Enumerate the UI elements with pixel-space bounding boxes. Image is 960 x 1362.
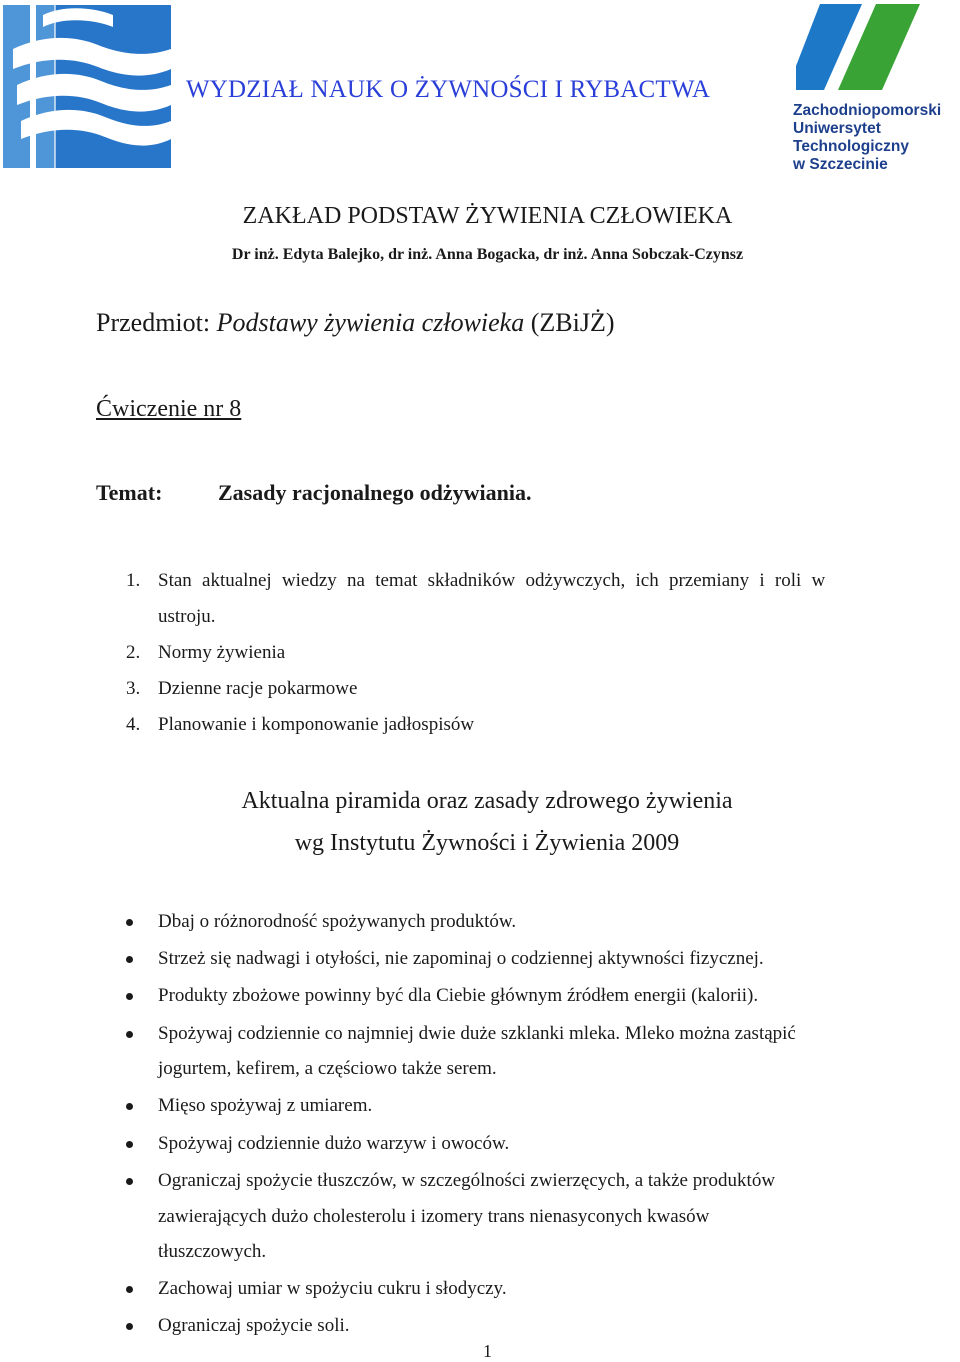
university-name-line: Technologiczny [793, 138, 909, 155]
item-number: 3. [126, 678, 141, 699]
bullet-item: Zachowaj umiar w spożyciu cukru i słodyczy. [158, 1278, 507, 1299]
bullet-icon [126, 1178, 133, 1185]
bullet-item: Mięso spożywaj z umiarem. [158, 1095, 373, 1116]
authors: Dr inż. Edyta Balejko, dr inż. Anna Bogacka, dr inż. Anna Sobczak-Czynsz [231, 246, 744, 263]
bullet-item-continuation: tłuszczowych. [158, 1241, 267, 1262]
bullet-item-continuation: jogurtem, kefirem, a częściowo także serem. [158, 1058, 497, 1079]
bullet-icon [126, 1323, 133, 1330]
university-emblem-icon [790, 2, 958, 98]
bullet-item: Dbaj o różnorodność spożywanych produktów. [158, 911, 517, 932]
bullet-item: Spożywaj codziennie co najmniej dwie duże szklanki mleka. Mleko można zastąpić [158, 1023, 796, 1044]
bullet-icon [126, 956, 133, 963]
item-text: Stan aktualnej wiedzy na temat składników odżywczych, ich przemiany i roli w [158, 570, 826, 591]
topic-title: Zasady racjonalnego odżywiania. [218, 480, 532, 505]
bullet-item: Produkty zbożowe powinny być dla Ciebie głównym źródłem energii (kalorii). [158, 985, 759, 1006]
bullet-icon [126, 1141, 133, 1148]
bullet-icon [126, 919, 133, 926]
bullet-icon [126, 1103, 133, 1110]
bullet-item-continuation: zawierających dużo cholesterolu i izomery trans nienasyconych kwasów [158, 1206, 710, 1227]
numbered-item [126, 642, 285, 664]
pyramid-subheading: wg Instytutu Żywności i Żywienia 2009 [294, 830, 680, 856]
department-title: ZAKŁAD PODSTAW ŻYWIENIA CZŁOWIEKA [242, 203, 733, 229]
item-text: Normy żywienia [158, 642, 286, 663]
item-number: 1. [126, 570, 141, 591]
bullet-item: Strzeż się nadwagi i otyłości, nie zapominaj o codziennej aktywności fizycznej. [158, 948, 764, 969]
subject-line [96, 308, 614, 338]
item-text: Dzienne racje pokarmowe [158, 678, 358, 699]
item-text: Planowanie i komponowanie jadłospisów [158, 714, 475, 735]
university-name-line: Zachodniopomorski [793, 102, 942, 119]
bullet-item: Spożywaj codziennie dużo warzyw i owoców. [158, 1133, 510, 1154]
subject-title: Podstawy żywienia człowieka [216, 308, 525, 337]
bullet-item: Ograniczaj spożycie tłuszczów, w szczególności zwierzęcych, a także produktów [158, 1170, 776, 1191]
university-logo [790, 2, 958, 182]
bullet-icon [126, 1031, 133, 1038]
subject-code: (ZBiJŻ) [530, 308, 615, 337]
page-number: 1 [483, 1341, 492, 1361]
bullet-icon [126, 993, 133, 1000]
numbered-item [126, 714, 474, 736]
item-number: 4. [126, 714, 141, 735]
item-text-continuation: ustroju. [158, 606, 216, 627]
exercise-number: Ćwiczenie nr 8 [96, 396, 242, 422]
bullet-icon [126, 1286, 133, 1293]
faculty-name: WYDZIAŁ NAUK O ŻYWNOŚCI I RYBACTWA [186, 76, 711, 103]
numbered-item [126, 570, 878, 592]
pyramid-heading: Aktualna piramida oraz zasady zdrowego żywienia [241, 788, 733, 814]
item-number: 2. [126, 642, 141, 663]
subject-label: Przedmiot: [96, 308, 211, 337]
faculty-logo [3, 5, 171, 168]
topic-label: Temat: [96, 480, 163, 505]
bullet-item: Ograniczaj spożycie soli. [158, 1315, 350, 1336]
university-name [793, 102, 941, 174]
numbered-item [126, 678, 357, 700]
university-name-line: w Szczecinie [793, 156, 888, 173]
university-name-line: Uniwersytet [793, 120, 881, 137]
